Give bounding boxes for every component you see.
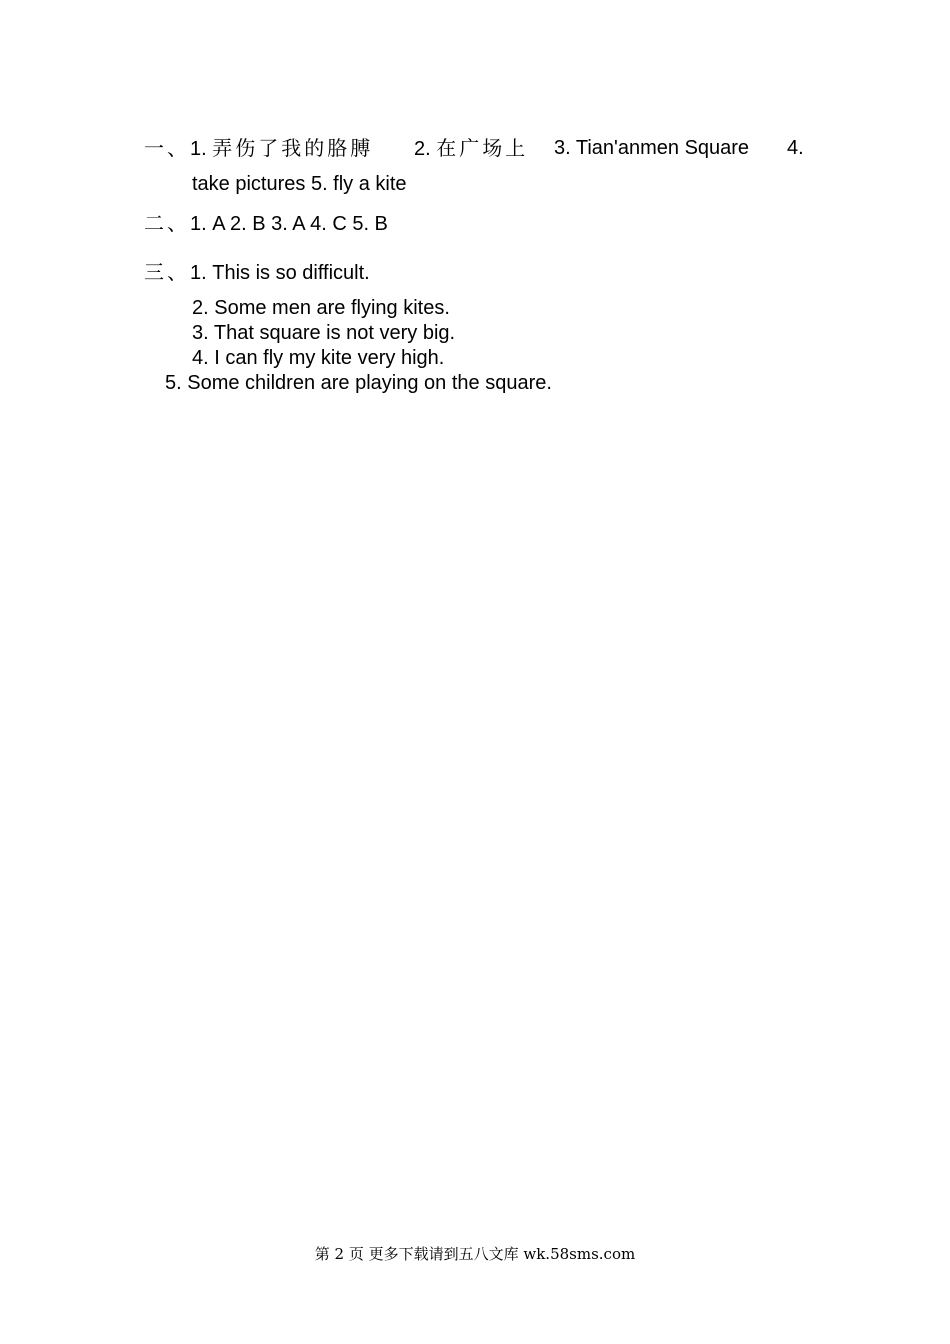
section-3-line-1 (144, 260, 370, 285)
section-3-item-3: 3. That square is not very big. (192, 322, 456, 344)
section-3-marker: 三、 (144, 260, 190, 284)
section-1-item-2-answer: 在广场上 (436, 136, 529, 160)
section-3-item-1: 1. This is so difficult. (190, 262, 370, 284)
page-footer: 第 2 页 更多下载请到五八文库 wk.58sms.com (314, 1245, 636, 1263)
section-3-item-2: 2. Some men are flying kites. (192, 297, 450, 319)
section-2-line (144, 211, 388, 236)
section-1-item-1-number: 1. (190, 138, 207, 160)
section-1-item-4-number: 4. (787, 137, 804, 159)
section-1-marker: 一、 (144, 136, 190, 160)
section-1-line-2: take pictures 5. fly a kite (192, 173, 407, 195)
section-1-item-2-number: 2. (414, 138, 431, 160)
section-1-item-3: 3. Tian'anmen Square (554, 137, 750, 159)
section-1-item-1-answer: 弄伤了我的胳膊 (212, 136, 374, 160)
section-3-item-4: 4. I can fly my kite very high. (192, 347, 445, 369)
section-3-item-5: 5. Some children are playing on the square. (165, 372, 552, 394)
section-2-answers: 1. A 2. B 3. A 4. C 5. B (190, 213, 388, 235)
section-1-item-2 (414, 136, 528, 161)
section-1-line-1 (144, 136, 373, 161)
section-2-marker: 二、 (144, 211, 190, 235)
